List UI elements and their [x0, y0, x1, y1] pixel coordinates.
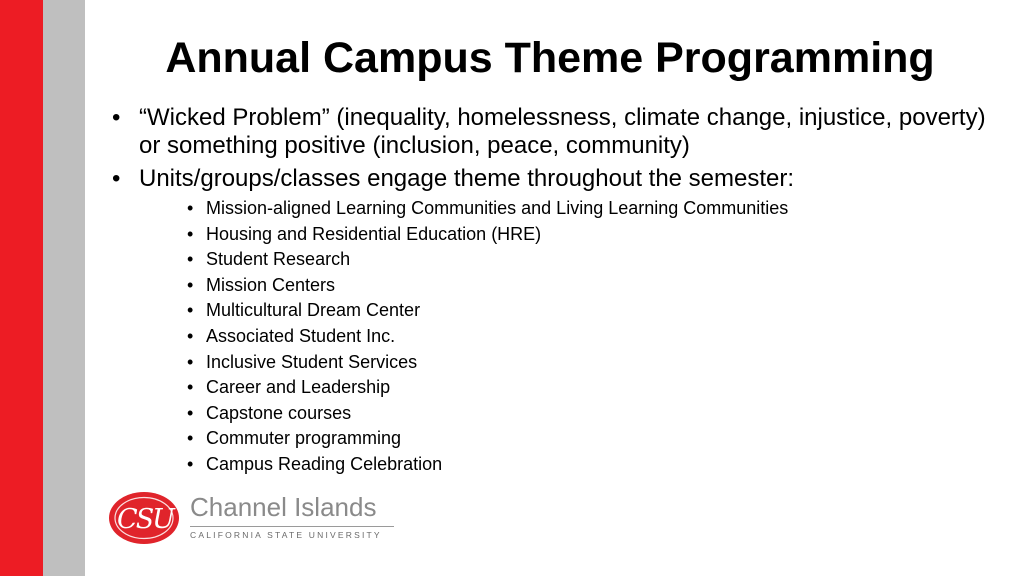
sub-bullet-text: Multicultural Dream Center — [206, 300, 421, 321]
bullet-icon: • — [187, 428, 194, 449]
logo-name: Channel Islands — [190, 492, 377, 522]
sub-bullet-text: Commuter programming — [206, 428, 402, 449]
bullet-icon: • — [187, 198, 194, 218]
bullet-icon: • — [187, 249, 194, 270]
bullet-text: “Wicked Problem” (inequality, homelessness, climate change, injustice, poverty) or something positive (inclusion, peace, community) — [139, 104, 986, 159]
bullet-icon: • — [187, 351, 194, 372]
slide-content — [110, 104, 990, 483]
bullet-icon: • — [187, 402, 194, 423]
bullet-icon: • — [187, 223, 194, 244]
sub-bullet-item — [185, 324, 990, 350]
accent-gray-bar — [43, 0, 85, 576]
sub-bullet-list — [139, 196, 990, 478]
slide-title: Annual Campus Theme Programming — [165, 34, 935, 82]
logo-subtitle: CALIFORNIA STATE UNIVERSITY — [190, 530, 382, 540]
bullet-icon: • — [187, 453, 194, 474]
sub-bullet-item — [185, 247, 990, 273]
sub-bullet-text: Inclusive Student Services — [206, 351, 418, 372]
logo-divider — [190, 526, 394, 527]
sub-bullet-item — [185, 426, 990, 452]
bullet-item-wicked-problem — [110, 104, 990, 160]
sub-bullet-item — [185, 196, 990, 222]
bullet-icon: • — [187, 300, 194, 321]
university-logo — [108, 490, 408, 550]
accent-red-bar — [0, 0, 43, 576]
sub-bullet-text: Housing and Residential Education (HRE) — [206, 223, 542, 244]
sub-bullet-item — [185, 298, 990, 324]
sub-bullet-text: Mission Centers — [206, 274, 336, 295]
bullet-item-units-groups — [110, 165, 990, 478]
bullet-text: Units/groups/classes engage theme throughout the semester: — [139, 165, 795, 192]
sub-bullet-item — [185, 375, 990, 401]
bullet-icon: • — [112, 165, 121, 192]
bullet-icon: • — [112, 104, 121, 131]
sub-bullet-item — [185, 401, 990, 427]
sub-bullet-item — [185, 452, 990, 478]
bullet-icon: • — [187, 274, 194, 295]
bullet-icon: • — [187, 325, 194, 346]
sub-bullet-text: Student Research — [206, 249, 351, 270]
logo-monogram-text: CSU — [117, 504, 173, 535]
sub-bullet-item — [185, 350, 990, 376]
sub-bullet-text: Mission-aligned Learning Communities and Living Learning Communities — [206, 198, 789, 218]
sub-bullet-text: Capstone courses — [206, 402, 352, 423]
sub-bullet-text: Campus Reading Celebration — [206, 453, 443, 474]
sub-bullet-text: Associated Student Inc. — [206, 325, 396, 346]
bullet-list — [110, 104, 990, 478]
bullet-icon: • — [187, 377, 194, 398]
sub-bullet-item — [185, 222, 990, 248]
csu-monogram-logo-icon — [108, 490, 180, 546]
sub-bullet-item — [185, 273, 990, 299]
sub-bullet-text: Career and Leadership — [206, 377, 391, 398]
